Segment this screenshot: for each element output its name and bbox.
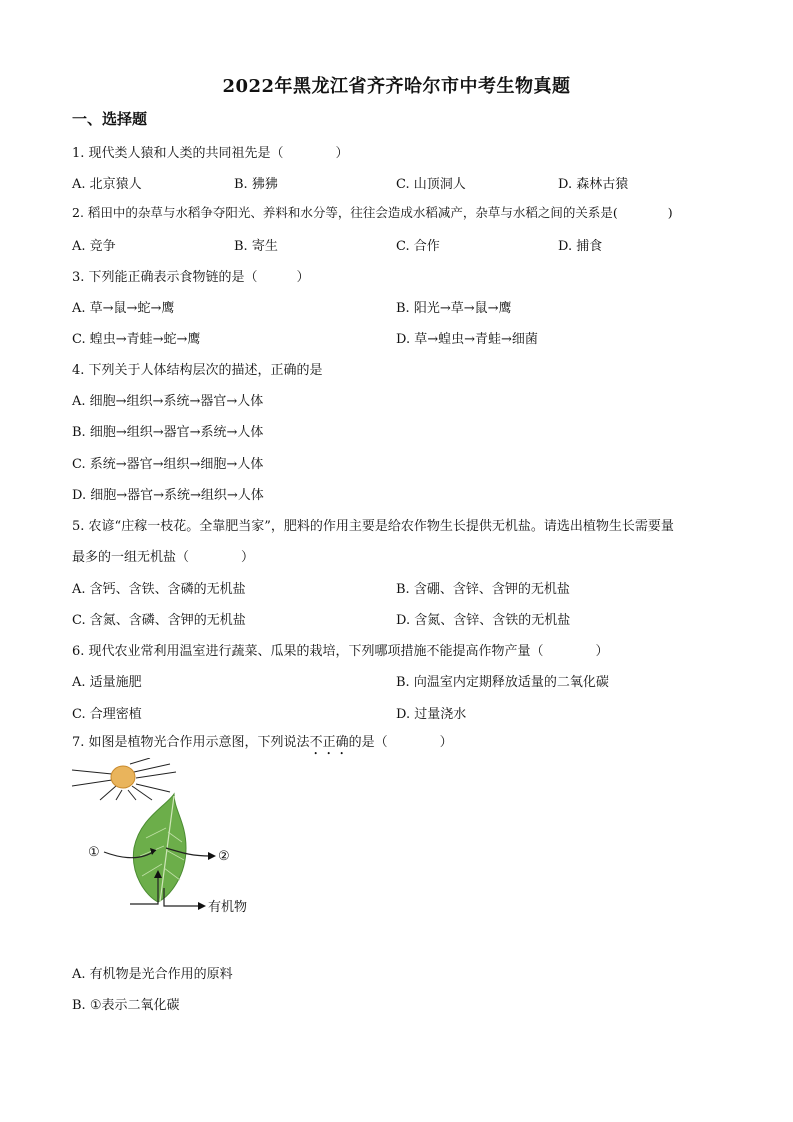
q4-option-c[interactable]: C. 系统→器官→组织→细胞→人体 xyxy=(72,457,264,472)
q4-option-a[interactable]: A. 细胞→组织→系统→器官→人体 xyxy=(72,394,264,409)
q6-option-c[interactable]: C. 合理密植 xyxy=(72,707,142,722)
q6-option-b[interactable]: B. 向温室内定期释放适量的二氧化碳 xyxy=(396,675,609,690)
q2-option-a[interactable]: A. 竞争 xyxy=(72,239,116,254)
label-1: ① xyxy=(88,845,100,860)
q3-option-d[interactable]: D. 草→蝗虫→青蛙→细菌 xyxy=(396,332,538,347)
leaf-icon xyxy=(133,794,186,902)
section-heading: 一、选择题 xyxy=(72,110,148,128)
page-title: 2022年黑龙江省齐齐哈尔市中考生物真题 xyxy=(222,76,571,97)
question-4: 4. 下列关于人体结构层次的描述，正确的是 xyxy=(72,363,323,378)
question-3: 3. 下列能正确表示食物链的是（ ） xyxy=(72,270,310,285)
q6-option-a[interactable]: A. 适量施肥 xyxy=(72,675,142,690)
q1-option-d[interactable]: D. 森林古猿 xyxy=(558,177,629,192)
label-organic-matter: 有机物 xyxy=(208,900,248,915)
q3-option-b[interactable]: B. 阳光→草→鼠→鹰 xyxy=(396,301,512,316)
q1-option-c[interactable]: C. 山顶洞人 xyxy=(396,177,466,192)
emphasized-text: 不正确 xyxy=(309,735,349,750)
q3-option-c[interactable]: C. 蝗虫→青蛙→蛇→鹰 xyxy=(72,332,201,347)
q5-option-a[interactable]: A. 含钙、含铁、含磷的无机盐 xyxy=(72,582,246,597)
q5-option-b[interactable]: B. 含硼、含锌、含钾的无机盐 xyxy=(396,582,570,597)
q2-option-d[interactable]: D. 捕食 xyxy=(558,239,603,254)
q2-option-b[interactable]: B. 寄生 xyxy=(234,239,278,254)
question-5-cont: 最多的一组无机盐（ ） xyxy=(72,550,255,565)
q4-option-d[interactable]: D. 细胞→器官→系统→组织→人体 xyxy=(72,488,264,503)
q7-option-b[interactable]: B. ①表示二氧化碳 xyxy=(72,998,180,1013)
q1-option-a[interactable]: A. 北京猿人 xyxy=(72,177,142,192)
q5-option-d[interactable]: D. 含氮、含锌、含铁的无机盐 xyxy=(396,613,571,628)
sun-icon xyxy=(72,758,176,800)
q2-option-c[interactable]: C. 合作 xyxy=(396,239,440,254)
question-6: 6. 现代农业常利用温室进行蔬菜、瓜果的栽培，下列哪项措施不能提高作物产量（ ） xyxy=(72,644,609,659)
leaf-sun-diagram xyxy=(70,758,270,918)
q3-option-a[interactable]: A. 草→鼠→蛇→鹰 xyxy=(72,301,175,316)
q1-option-b[interactable]: B. 狒狒 xyxy=(234,177,278,192)
q7-option-a[interactable]: A. 有机物是光合作用的原料 xyxy=(72,967,233,982)
question-7: 7. 如图是植物光合作用示意图，下列说法不正确的是（ ） xyxy=(72,735,453,750)
question-1: 1. 现代类人猿和人类的共同祖先是（ ） xyxy=(72,146,349,161)
question-5: 5. 农谚“庄稼一枝花。全靠肥当家”，肥料的作用主要是给农作物生长提供无机盐。请选出植物生长需要量 xyxy=(72,519,674,534)
question-2: 2. 稻田中的杂草与水稻争夺阳光、养料和水分等，往往会造成水稻减产，杂草与水稻之间的关系是( ) xyxy=(72,205,673,220)
label-2: ② xyxy=(218,849,230,864)
q6-option-d[interactable]: D. 过量浇水 xyxy=(396,707,467,722)
q5-option-c[interactable]: C. 含氮、含磷、含钾的无机盐 xyxy=(72,613,246,628)
q4-option-b[interactable]: B. 细胞→组织→器官→系统→人体 xyxy=(72,425,264,440)
photosynthesis-diagram xyxy=(70,758,270,918)
